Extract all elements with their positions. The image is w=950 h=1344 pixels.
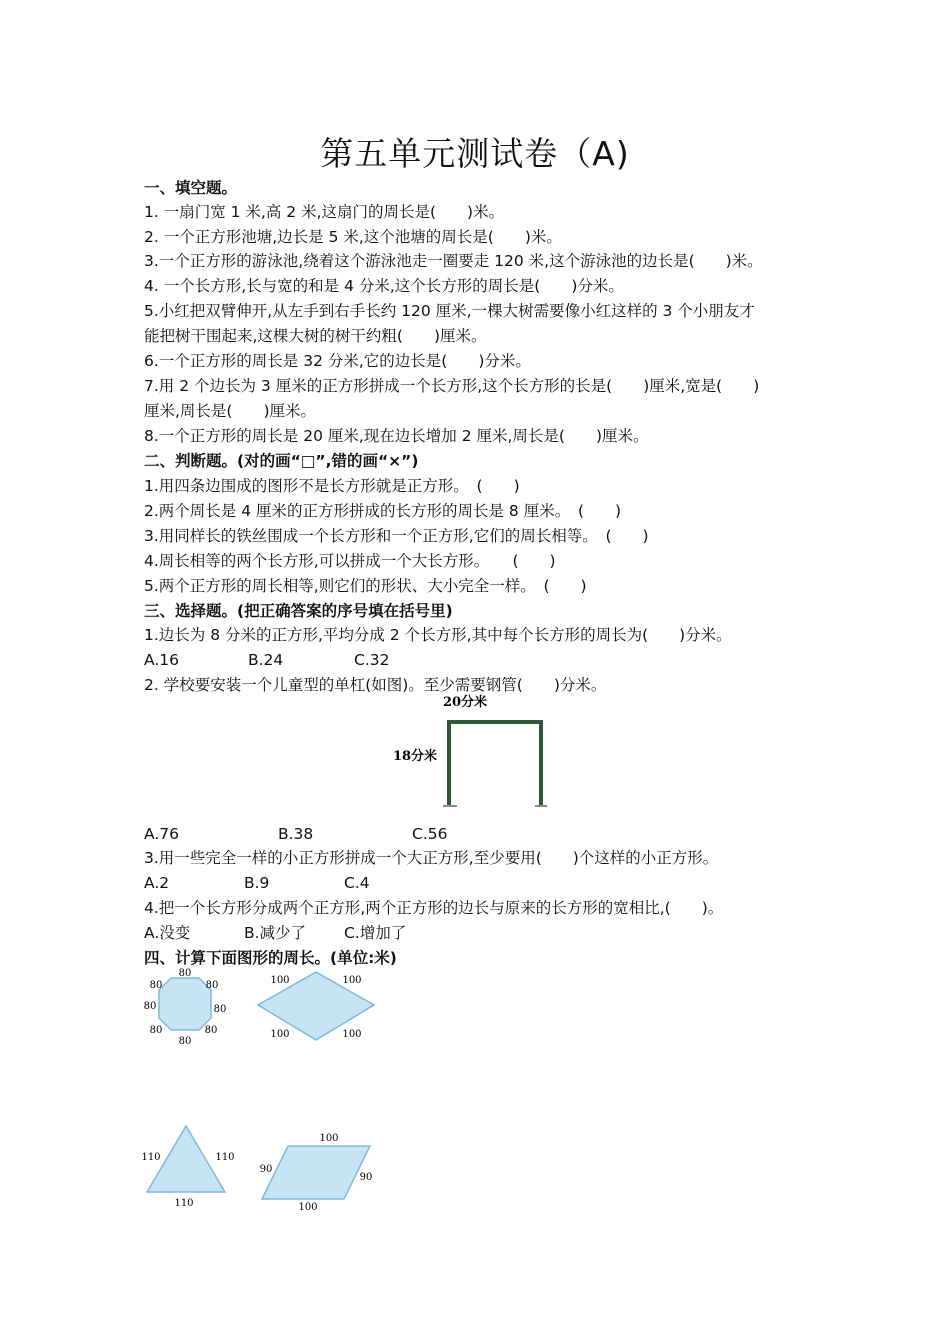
octagon-side-top: 80 xyxy=(178,968,192,979)
triangle-side-left: 110 xyxy=(141,1152,161,1163)
section-heading-true-false: 二、判断题。(对的画“□”,错的画“×”) xyxy=(144,452,419,470)
parallelogram-side-bottom: 100 xyxy=(298,1202,318,1213)
rhombus-side-bottom-left: 100 xyxy=(270,1029,290,1040)
option-a: A.2 xyxy=(144,874,170,892)
octagon-side-bottom-right: 80 xyxy=(204,1025,218,1036)
question-2-1: 1.用四条边围成的图形不是长方形就是正方形。 ( ) xyxy=(144,477,520,495)
question-3-4-options xyxy=(144,923,406,943)
section-heading-perimeter: 四、计算下面图形的周长。(单位:米) xyxy=(144,949,397,967)
bar-height-label: 18分米 xyxy=(392,749,438,764)
octagon-side-bottom-left: 80 xyxy=(149,1025,163,1036)
octagon-side-left: 80 xyxy=(143,1001,157,1012)
section-heading-choice: 三、选择题。(把正确答案的序号填在括号里) xyxy=(144,602,453,620)
rhombus-side-top-right: 100 xyxy=(342,975,362,986)
option-c: C.56 xyxy=(412,825,448,843)
parallelogram-shape xyxy=(259,1146,370,1199)
option-c: C.32 xyxy=(354,651,390,669)
option-a: A.16 xyxy=(144,651,179,669)
option-b: B.减少了 xyxy=(244,924,307,942)
section-heading-fill-blank: 一、填空题。 xyxy=(144,179,238,197)
octagon-figure xyxy=(140,966,235,1051)
question-1-1: 1. 一扇门宽 1 米,高 2 米,这扇门的周长是( )米。 xyxy=(144,203,505,221)
octagon-side-top-left: 80 xyxy=(149,980,163,991)
octagon-side-top-right: 80 xyxy=(205,980,219,991)
parallelogram-side-right: 90 xyxy=(359,1172,373,1183)
question-1-7-line1: 7.用 2 个边长为 3 厘米的正方形拼成一个长方形,这个长方形的长是( )厘米,宽是( ) xyxy=(144,377,760,395)
question-1-2: 2. 一个正方形池塘,边长是 5 米,这个池塘的周长是( )米。 xyxy=(144,228,562,246)
question-3-3-options xyxy=(144,873,370,893)
option-b: B.38 xyxy=(278,825,314,843)
question-1-3: 3.一个正方形的游泳池,绕着这个游泳池走一圈要走 120 米,这个游泳池的边长是( )米。 xyxy=(144,252,763,270)
bar-top-rail xyxy=(447,720,543,724)
question-2-5: 5.两个正方形的周长相等,则它们的形状、大小完全一样。 ( ) xyxy=(144,577,587,595)
question-1-8: 8.一个正方形的周长是 20 厘米,现在边长增加 2 厘米,周长是( )厘米。 xyxy=(144,427,649,445)
page-title: 第五单元测试卷（A) xyxy=(320,134,630,173)
octagon-side-right: 80 xyxy=(213,1004,227,1015)
bar-right-post xyxy=(539,720,543,806)
parallelogram-figure xyxy=(252,1128,387,1216)
question-2-2: 2.两个周长是 4 厘米的正方形拼成的长方形的周长是 8 厘米。 ( ) xyxy=(144,502,622,520)
horizontal-bar-figure xyxy=(385,690,565,815)
question-1-4: 4. 一个长方形,长与宽的和是 4 分米,这个长方形的周长是( )分米。 xyxy=(144,277,624,295)
question-1-7-line2: 厘米,周长是( )厘米。 xyxy=(144,402,317,420)
option-a: A.没变 xyxy=(144,924,191,942)
rhombus-figure xyxy=(250,966,385,1051)
bar-left-post xyxy=(447,720,451,806)
question-3-3: 3.用一些完全一样的小正方形拼成一个大正方形,至少要用( )个这样的小正方形。 xyxy=(144,849,719,867)
question-3-2-options xyxy=(144,824,447,844)
parallelogram-side-top: 100 xyxy=(319,1133,339,1144)
question-2-4: 4.周长相等的两个长方形,可以拼成一个大长方形。 ( ) xyxy=(144,552,556,570)
option-b: B.9 xyxy=(244,874,270,892)
triangle-figure xyxy=(138,1120,243,1212)
option-b: B.24 xyxy=(248,651,284,669)
octagon-shape xyxy=(159,978,211,1030)
question-1-5-line2: 能把树干围起来,这棵大树的树干约粗( )厘米。 xyxy=(144,327,487,345)
question-1-5-line1: 5.小红把双臂伸开,从左手到右手长约 120 厘米,一棵大树需要像小红这样的 3 个小朋友才 xyxy=(144,302,755,320)
bar-width-label: 20分米 xyxy=(442,695,488,710)
question-3-1: 1.边长为 8 分米的正方形,平均分成 2 个长方形,其中每个长方形的周长为( )分米。 xyxy=(144,626,732,644)
question-1-6: 6.一个正方形的周长是 32 分米,它的边长是( )分米。 xyxy=(144,352,531,370)
question-3-2: 2. 学校要安装一个儿童型的单杠(如图)。至少需要钢管( )分米。 xyxy=(144,676,607,694)
triangle-side-bottom: 110 xyxy=(174,1198,194,1209)
option-a: A.76 xyxy=(144,825,179,843)
question-3-4: 4.把一个长方形分成两个正方形,两个正方形的边长与原来的长方形的宽相比,( )。 xyxy=(144,899,724,917)
rhombus-side-top-left: 100 xyxy=(270,975,290,986)
option-c: C.4 xyxy=(344,874,370,892)
question-2-3: 3.用同样长的铁丝围成一个长方形和一个正方形,它们的周长相等。 ( ) xyxy=(144,527,649,545)
octagon-side-bottom: 80 xyxy=(178,1036,192,1047)
triangle-side-right: 110 xyxy=(215,1152,235,1163)
question-3-1-options xyxy=(144,650,389,670)
rhombus-side-bottom-right: 100 xyxy=(342,1029,362,1040)
parallelogram-side-left: 90 xyxy=(259,1164,273,1175)
option-c: C.增加了 xyxy=(344,924,407,942)
